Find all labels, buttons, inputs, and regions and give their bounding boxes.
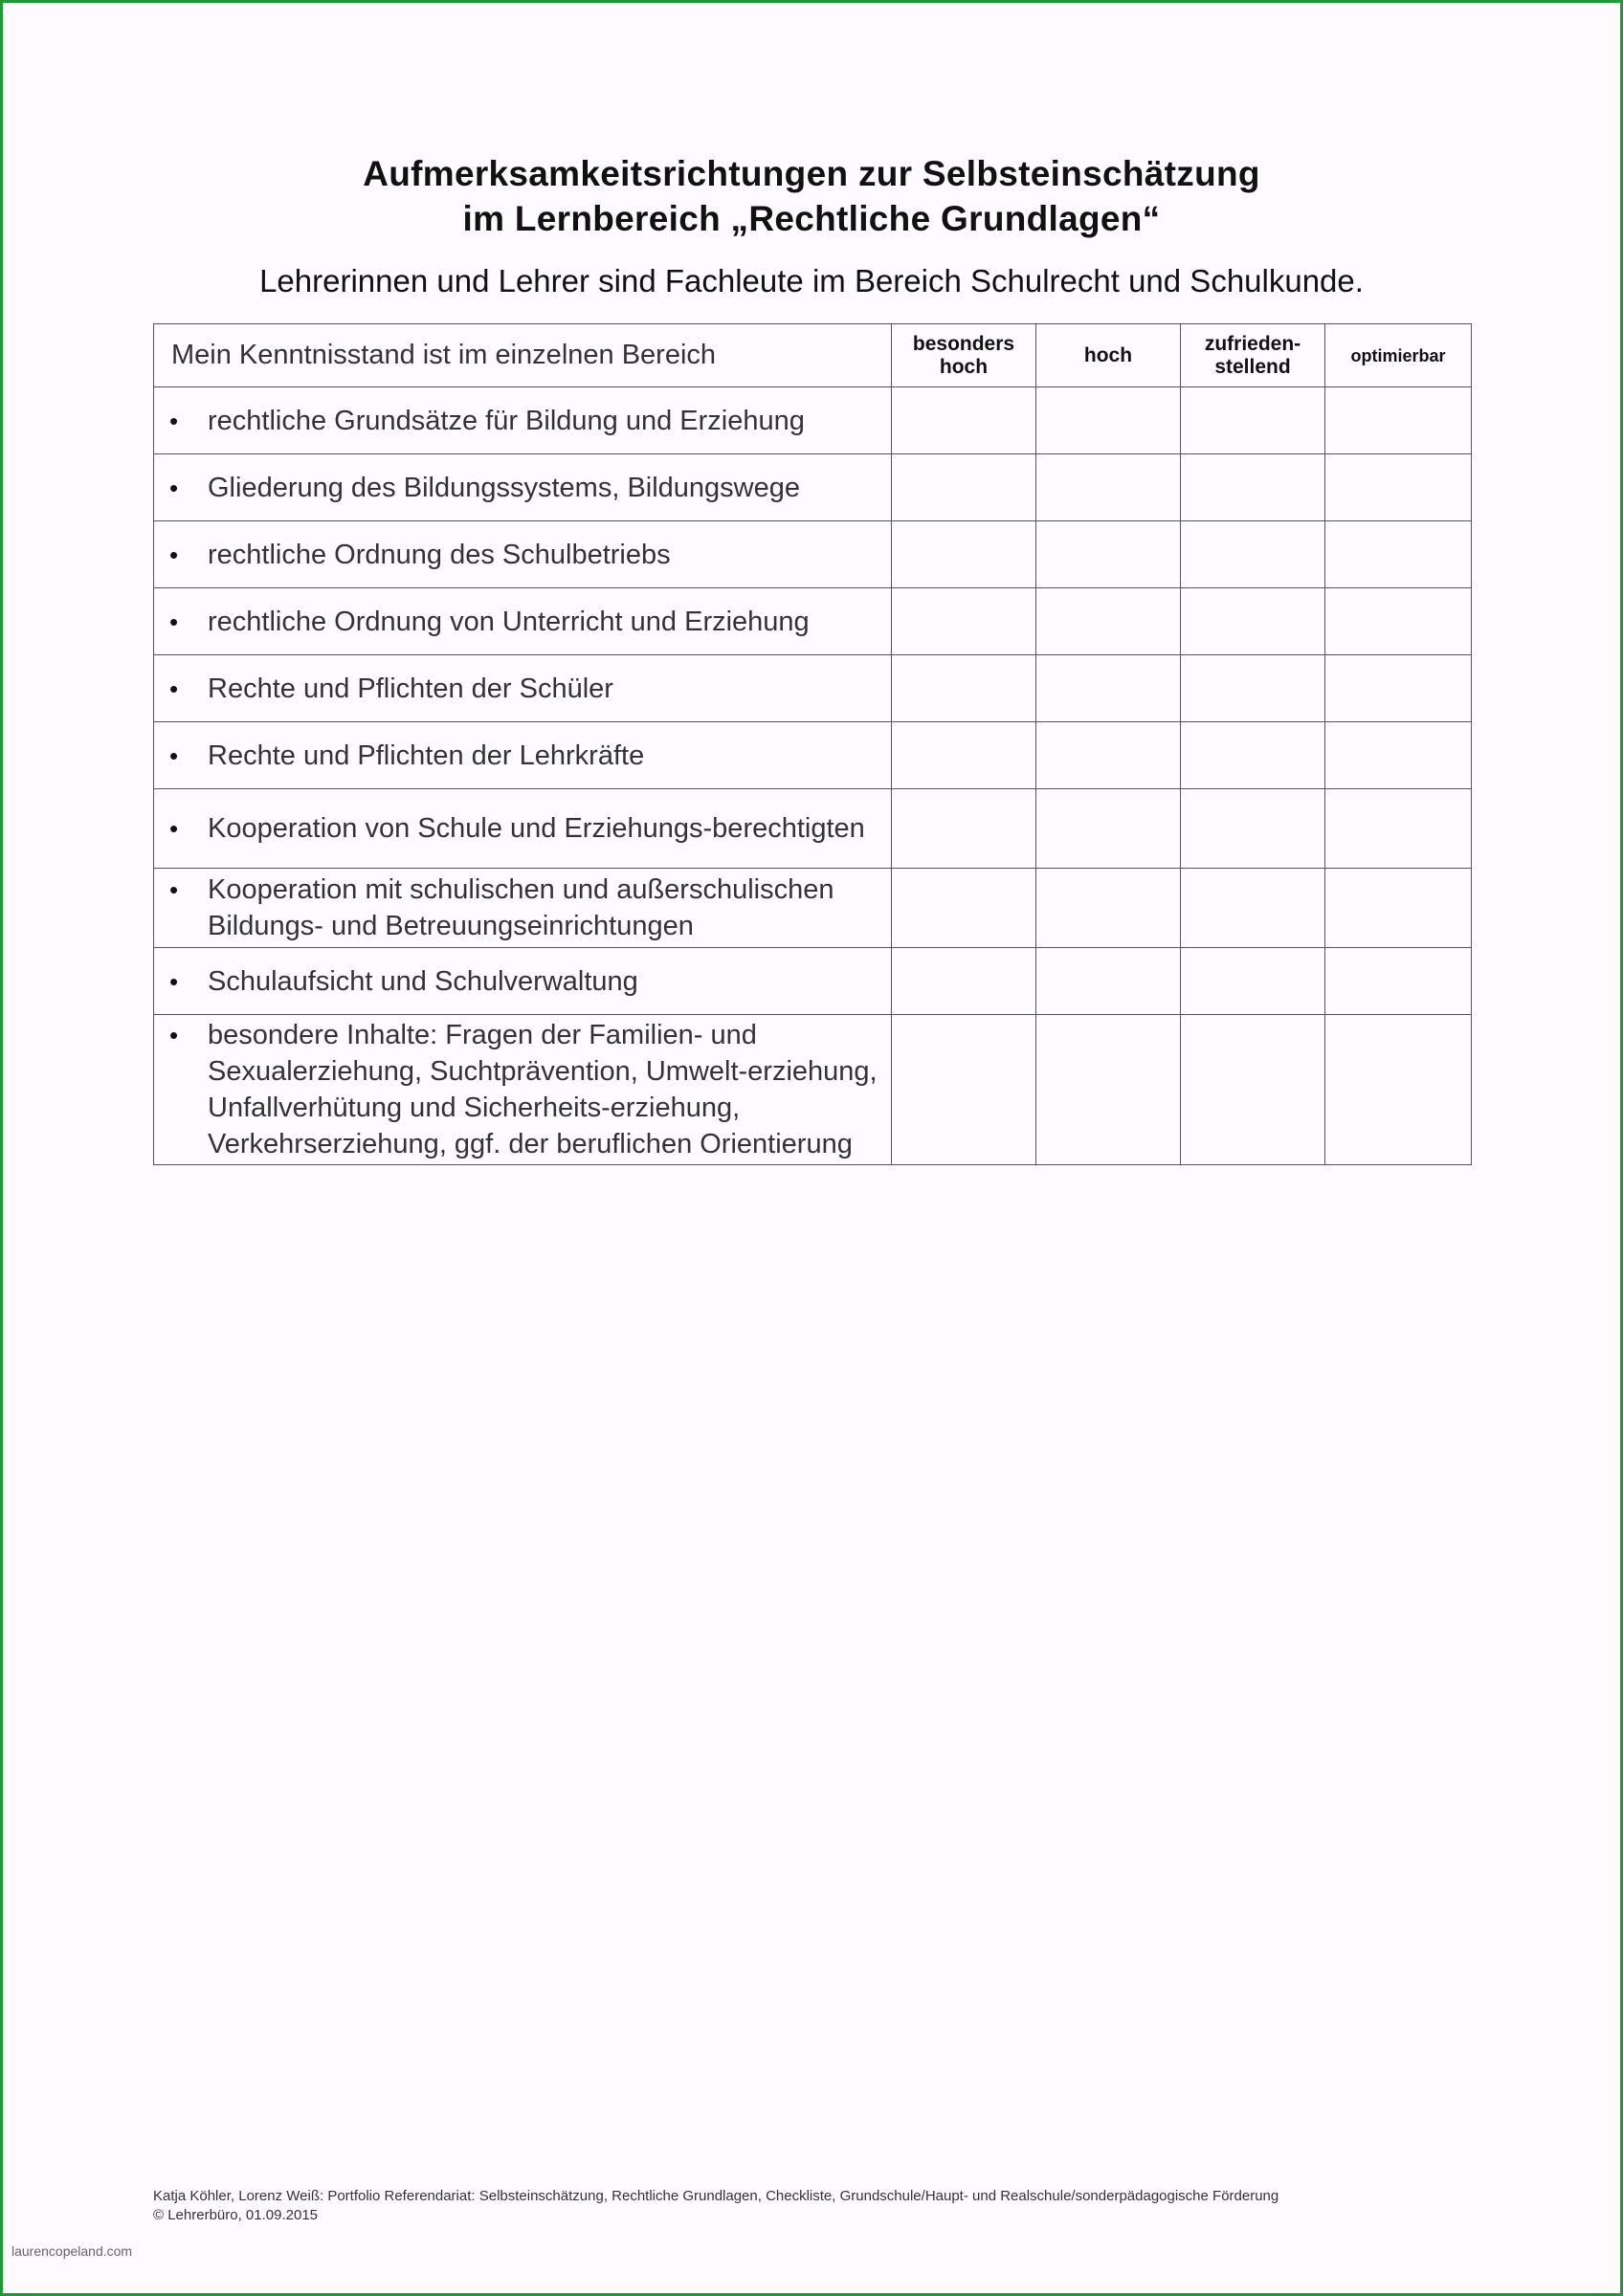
rating-cell-optimierbar[interactable] (1325, 655, 1472, 722)
rating-cell-hoch[interactable] (1036, 521, 1181, 588)
header-main: Mein Kenntnisstand ist im einzelnen Bereich (154, 324, 892, 387)
bullet-icon: • (169, 473, 179, 502)
rating-cell-zufriedenstellend[interactable] (1181, 869, 1325, 948)
row-label-cell (154, 722, 892, 789)
bullet-icon: • (169, 1021, 179, 1049)
rating-cell-optimierbar[interactable] (1325, 948, 1472, 1015)
row-label-cell (154, 588, 892, 655)
rating-cell-zufriedenstellend[interactable] (1181, 387, 1325, 454)
rating-cell-optimierbar[interactable] (1325, 869, 1472, 948)
bullet-icon: • (169, 607, 179, 636)
watermark: laurencopeland.com (11, 2243, 133, 2259)
row-label-cell (154, 869, 892, 948)
rating-cell-hoch[interactable] (1036, 588, 1181, 655)
table-row (154, 869, 1472, 948)
bullet-icon: • (169, 966, 179, 996)
table-header-row (154, 324, 1472, 387)
bullet-icon: • (169, 540, 179, 569)
rating-cell-besonders-hoch[interactable] (892, 948, 1036, 1015)
table-row (154, 521, 1472, 588)
table-row (154, 789, 1472, 869)
rating-cell-optimierbar[interactable] (1325, 521, 1472, 588)
rating-cell-hoch[interactable] (1036, 655, 1181, 722)
row-label-cell (154, 387, 892, 454)
bullet-icon: • (169, 740, 179, 770)
row-label-cell (154, 454, 892, 521)
rating-cell-zufriedenstellend[interactable] (1181, 948, 1325, 1015)
rating-cell-zufriedenstellend[interactable] (1181, 789, 1325, 869)
row-label: Rechte und Pflichten der Lehrkräfte (208, 740, 645, 771)
rating-cell-optimierbar[interactable] (1325, 454, 1472, 521)
title-line-1: Aufmerksamkeitsrichtungen zur Selbsteinschätzung (363, 154, 1260, 193)
table-row (154, 387, 1472, 454)
rating-cell-hoch[interactable] (1036, 722, 1181, 789)
rating-cell-besonders-hoch[interactable] (892, 789, 1036, 869)
row-label: Rechte und Pflichten der Schüler (208, 673, 613, 704)
row-label: Schulaufsicht und Schulverwaltung (208, 965, 638, 997)
rating-cell-zufriedenstellend[interactable] (1181, 454, 1325, 521)
table-row (154, 588, 1472, 655)
rating-cell-zufriedenstellend[interactable] (1181, 1015, 1325, 1165)
rating-cell-optimierbar[interactable] (1325, 387, 1472, 454)
rating-cell-optimierbar[interactable] (1325, 789, 1472, 869)
rating-cell-hoch[interactable] (1036, 454, 1181, 521)
row-label-cell (154, 655, 892, 722)
row-label: rechtliche Ordnung des Schulbetriebs (208, 539, 671, 570)
table-row (154, 722, 1472, 789)
rating-cell-zufriedenstellend[interactable] (1181, 722, 1325, 789)
rating-cell-besonders-hoch[interactable] (892, 588, 1036, 655)
self-assessment-table (153, 323, 1472, 1165)
rating-cell-besonders-hoch[interactable] (892, 387, 1036, 454)
bullet-icon: • (169, 875, 179, 904)
footer-citation: Katja Köhler, Lorenz Weiß: Portfolio Referendariat: Selbsteinschätzung, Rechtliche Grundlagen, Checkliste, Grundschule/Haupt- und Realschule/sonderpädagogische Förderung (153, 2188, 1279, 2204)
rating-cell-zufriedenstellend[interactable] (1181, 655, 1325, 722)
rating-cell-zufriedenstellend[interactable] (1181, 521, 1325, 588)
header-hoch: hoch (1036, 324, 1181, 387)
rating-cell-besonders-hoch[interactable] (892, 521, 1036, 588)
rating-cell-besonders-hoch[interactable] (892, 869, 1036, 948)
row-label: Gliederung des Bildungssystems, Bildungswege (208, 472, 801, 503)
rating-cell-besonders-hoch[interactable] (892, 722, 1036, 789)
title-line-2: im Lernbereich „Rechtliche Grundlagen“ (462, 199, 1161, 238)
rating-cell-hoch[interactable] (1036, 387, 1181, 454)
row-label: Kooperation mit schulischen und außerschulischen Bildungs- und Betreuungseinrichtungen (208, 874, 834, 941)
rating-cell-optimierbar[interactable] (1325, 588, 1472, 655)
row-label-cell (154, 789, 892, 869)
header-optimierbar: optimierbar (1325, 324, 1472, 387)
row-label-cell (154, 1015, 892, 1165)
table-row (154, 948, 1472, 1015)
row-label-cell (154, 521, 892, 588)
table-row (154, 1015, 1472, 1165)
rating-cell-optimierbar[interactable] (1325, 1015, 1472, 1165)
row-label: besondere Inhalte: Fragen der Familien- und Sexualerziehung, Suchtprävention, Umwelt-erziehung, Unfallverhütung und Sicherheits-erziehung, Verkehrserziehung, ggf. der beruflichen Orientierung (208, 1020, 878, 1159)
rating-cell-besonders-hoch[interactable] (892, 1015, 1036, 1165)
bullet-icon: • (169, 406, 179, 435)
rating-cell-hoch[interactable] (1036, 789, 1181, 869)
footer-copyright: © Lehrerbüro, 01.09.2015 (153, 2207, 319, 2223)
row-label: rechtliche Grundsätze für Bildung und Erziehung (208, 405, 805, 436)
row-label: Kooperation von Schule und Erziehungs-berechtigten (208, 813, 865, 844)
footer (153, 2187, 1278, 2225)
rating-cell-hoch[interactable] (1036, 948, 1181, 1015)
bullet-icon: • (169, 814, 179, 843)
bullet-icon: • (169, 673, 179, 703)
header-besonders-hoch: besonders hoch (892, 324, 1036, 387)
rating-cell-besonders-hoch[interactable] (892, 454, 1036, 521)
header-zufriedenstellend: zufrieden-stellend (1181, 324, 1325, 387)
rating-cell-optimierbar[interactable] (1325, 722, 1472, 789)
table-row (154, 454, 1472, 521)
row-label: rechtliche Ordnung von Unterricht und Erziehung (208, 606, 810, 637)
row-label-cell (154, 948, 892, 1015)
rating-cell-besonders-hoch[interactable] (892, 655, 1036, 722)
subtitle: Lehrerinnen und Lehrer sind Fachleute im Bereich Schulrecht und Schulkunde. (259, 263, 1364, 298)
rating-cell-hoch[interactable] (1036, 1015, 1181, 1165)
rating-cell-hoch[interactable] (1036, 869, 1181, 948)
rating-cell-zufriedenstellend[interactable] (1181, 588, 1325, 655)
table-row (154, 655, 1472, 722)
